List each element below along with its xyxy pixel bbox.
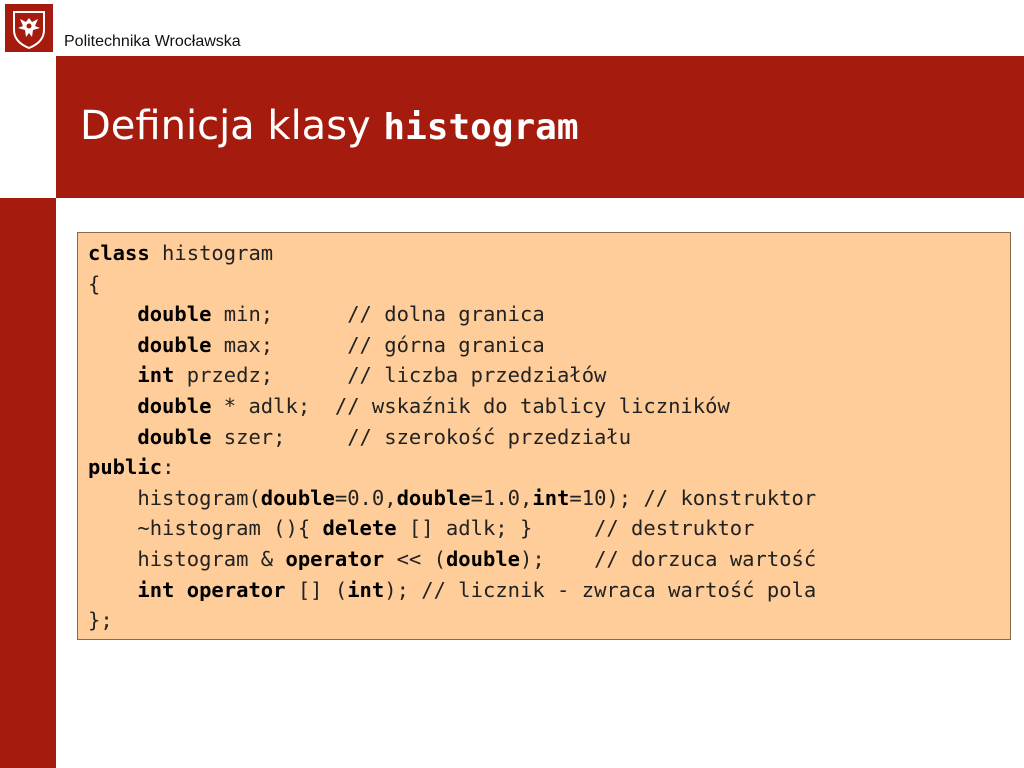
code-text xyxy=(88,363,137,387)
code-text: [] ( xyxy=(285,577,348,602)
code-text: ); // dorzuca wartość xyxy=(520,546,817,571)
code-line xyxy=(88,330,816,361)
code-text: =10); // konstruktor xyxy=(569,485,817,510)
eagle-shield-icon xyxy=(5,4,53,52)
code-line xyxy=(88,575,816,606)
code-keyword: double xyxy=(137,332,212,357)
slide-title-code: histogram xyxy=(383,107,579,148)
code-keyword: double xyxy=(445,546,521,571)
header-bar xyxy=(0,0,1024,56)
code-text: =0.0, xyxy=(334,485,397,510)
code-text: histogram( xyxy=(88,485,261,510)
code-line xyxy=(88,391,816,422)
code-text: histogram & xyxy=(88,546,286,571)
code-text xyxy=(88,578,137,602)
code-keyword: int xyxy=(532,485,570,510)
code-text: }; xyxy=(88,608,113,633)
slide-title xyxy=(80,102,579,152)
code-text: min; // dolna granica xyxy=(211,302,545,327)
code-text: szer; // szerokość przedziału xyxy=(211,424,632,449)
code-line xyxy=(88,238,816,269)
code-text: ~histogram (){ xyxy=(88,516,323,541)
code-keyword: double xyxy=(137,302,212,327)
code-text xyxy=(88,425,137,449)
code-keyword: class xyxy=(88,241,150,265)
code-listing xyxy=(88,238,816,636)
code-line xyxy=(88,360,816,391)
code-keyword: double xyxy=(137,424,212,449)
code-keyword: double xyxy=(260,485,335,510)
code-text xyxy=(88,394,137,418)
institution-name: Politechnika Wrocławska xyxy=(64,33,241,50)
code-text: { xyxy=(88,271,101,296)
code-line xyxy=(88,269,816,300)
title-band xyxy=(56,56,1024,198)
code-keyword: int xyxy=(137,363,175,388)
code-text: : xyxy=(162,455,175,480)
code-line xyxy=(88,483,816,514)
code-keyword: int xyxy=(347,577,385,602)
code-keyword: public xyxy=(88,455,163,480)
code-line xyxy=(88,452,816,483)
code-box xyxy=(77,232,1011,640)
code-text xyxy=(88,302,137,326)
slide-title-text: Definicja klasy xyxy=(80,103,384,149)
code-line xyxy=(88,605,816,636)
code-text: << ( xyxy=(384,546,446,571)
code-text: max; // górna granica xyxy=(211,332,545,357)
code-text: ); // licznik - zwraca wartość pola xyxy=(384,577,817,602)
code-line xyxy=(88,299,816,330)
code-line xyxy=(88,422,816,453)
left-accent-strip xyxy=(0,198,56,768)
code-keyword: delete xyxy=(322,516,397,541)
code-keyword: operator xyxy=(285,546,385,571)
code-text xyxy=(88,333,137,357)
code-text: =1.0, xyxy=(470,485,533,510)
code-text: histogram xyxy=(149,241,274,265)
code-keyword: operator xyxy=(186,577,286,602)
code-keyword: double xyxy=(396,485,471,510)
code-text: [] adlk; } // destruktor xyxy=(396,516,755,541)
code-text: * adlk; // wskaźnik do tablicy liczników xyxy=(211,393,730,418)
code-text: przedz; // liczba przedziałów xyxy=(174,363,607,388)
code-line xyxy=(88,513,816,544)
code-keyword: int xyxy=(137,577,175,602)
code-keyword: double xyxy=(137,393,212,418)
code-line xyxy=(88,544,816,575)
code-text xyxy=(174,578,186,602)
